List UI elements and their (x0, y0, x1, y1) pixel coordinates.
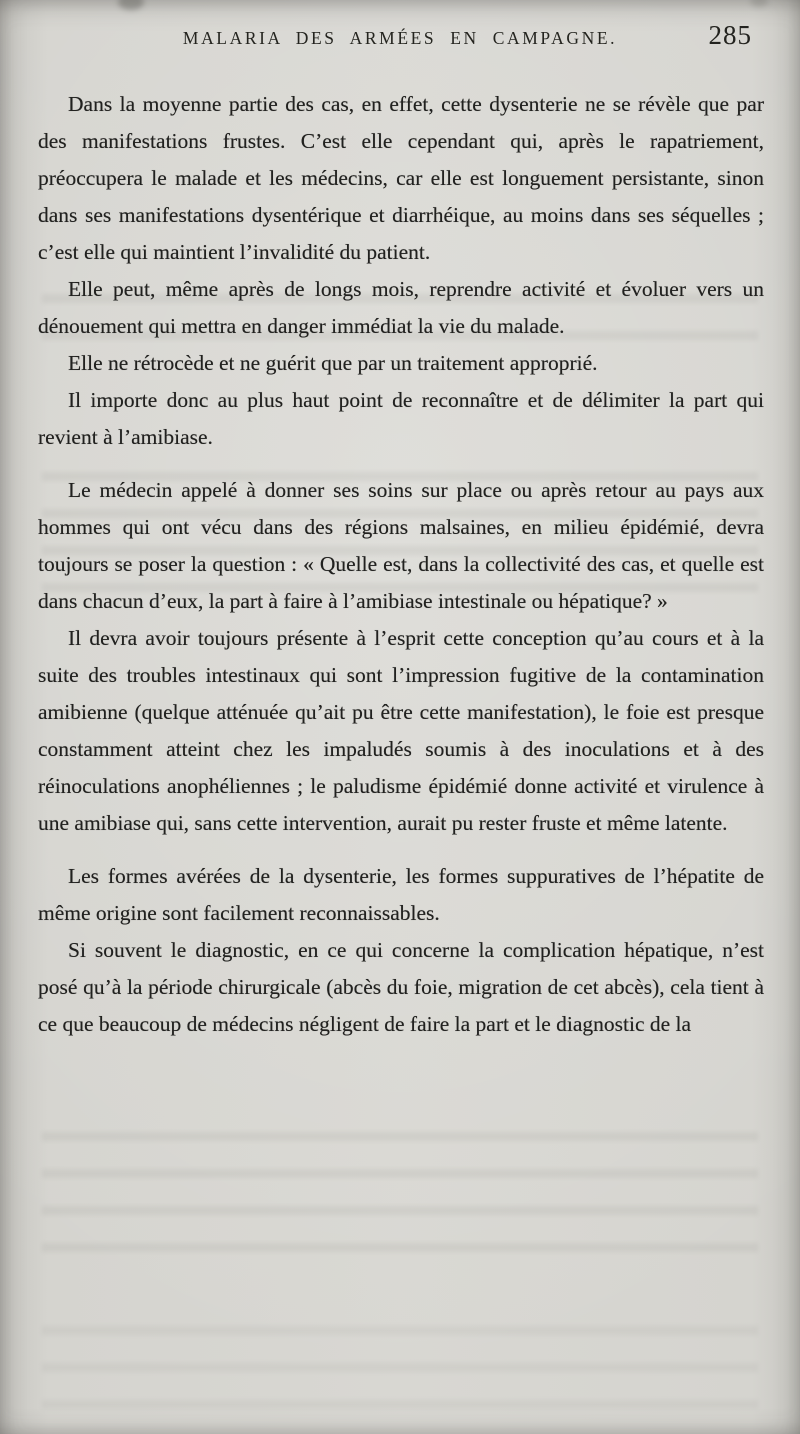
page-number: 285 (708, 20, 752, 50)
bleedthrough-artifact (42, 1132, 758, 1264)
bleedthrough-artifact (42, 1326, 758, 1412)
paragraph: Elle peut, même après de longs mois, reprendre activité et évoluer vers un dénouement qui mettra en danger immédiat la vie du malade. (38, 277, 764, 338)
scan-smudge (118, 0, 144, 10)
page-body (0, 74, 800, 1043)
paragraph: Elle ne rétrocède et ne guérit que par un traitement approprié. (68, 351, 598, 375)
paragraph: Les formes avérées de la dysenterie, les formes suppuratives de l’hépatite de même origine sont facilement reconnaissables. (38, 864, 764, 925)
paragraph: Il importe donc au plus haut point de reconnaître et de délimiter la part qui revient à l’amibiase. (38, 388, 764, 449)
paragraph: Dans la moyenne partie des cas, en effet, cette dysenterie ne se révèle que par des manifestations frustes. C’est elle cependant qui, après le rapatriement, préoccupera le malade et les médecins, car elle est longuement persistante, sinon dans ses manifestations dysentérique et diarrhéique, au moins dans ses séquelles ; c’est elle qui maintient l’invalidité du patient. (38, 92, 764, 264)
running-title: MALARIA DES ARMÉES EN CAMPAGNE. (182, 28, 618, 48)
scan-smudge (750, 0, 768, 7)
paragraph: Si souvent le diagnostic, en ce qui concerne la complication hépatique, n’est posé qu’à la période chirurgicale (abcès du foie, migration de cet abcès), cela tient à ce que beaucoup de médecins négligent de faire la part et le diagnostic de la (38, 938, 764, 1036)
page-header (0, 20, 800, 74)
paragraph: Il devra avoir toujours présente à l’esprit cette conception qu’au cours et à la suite des troubles intestinaux qui sont l’impression fugitive de la contamination amibienne (quelque atténuée qu’ait pu être cette manifestation), le foie est presque constamment atteint chez les impaludés soumis à des inoculations et à des réinoculations anophéliennes ; le paludisme épidémié donne activité et virulence à une amibiase qui, sans cette intervention, aurait pu rester fruste et même latente. (38, 626, 764, 835)
paragraph: Le médecin appelé à donner ses soins sur place ou après retour au pays aux hommes qui ont vécu dans des régions malsaines, en milieu épidémié, devra toujours se poser la question : « Quelle est, dans la collectivité des cas, et quelle est dans chacun d’eux, la part à faire à l’amibiase intestinale ou hépatique? » (38, 478, 764, 613)
